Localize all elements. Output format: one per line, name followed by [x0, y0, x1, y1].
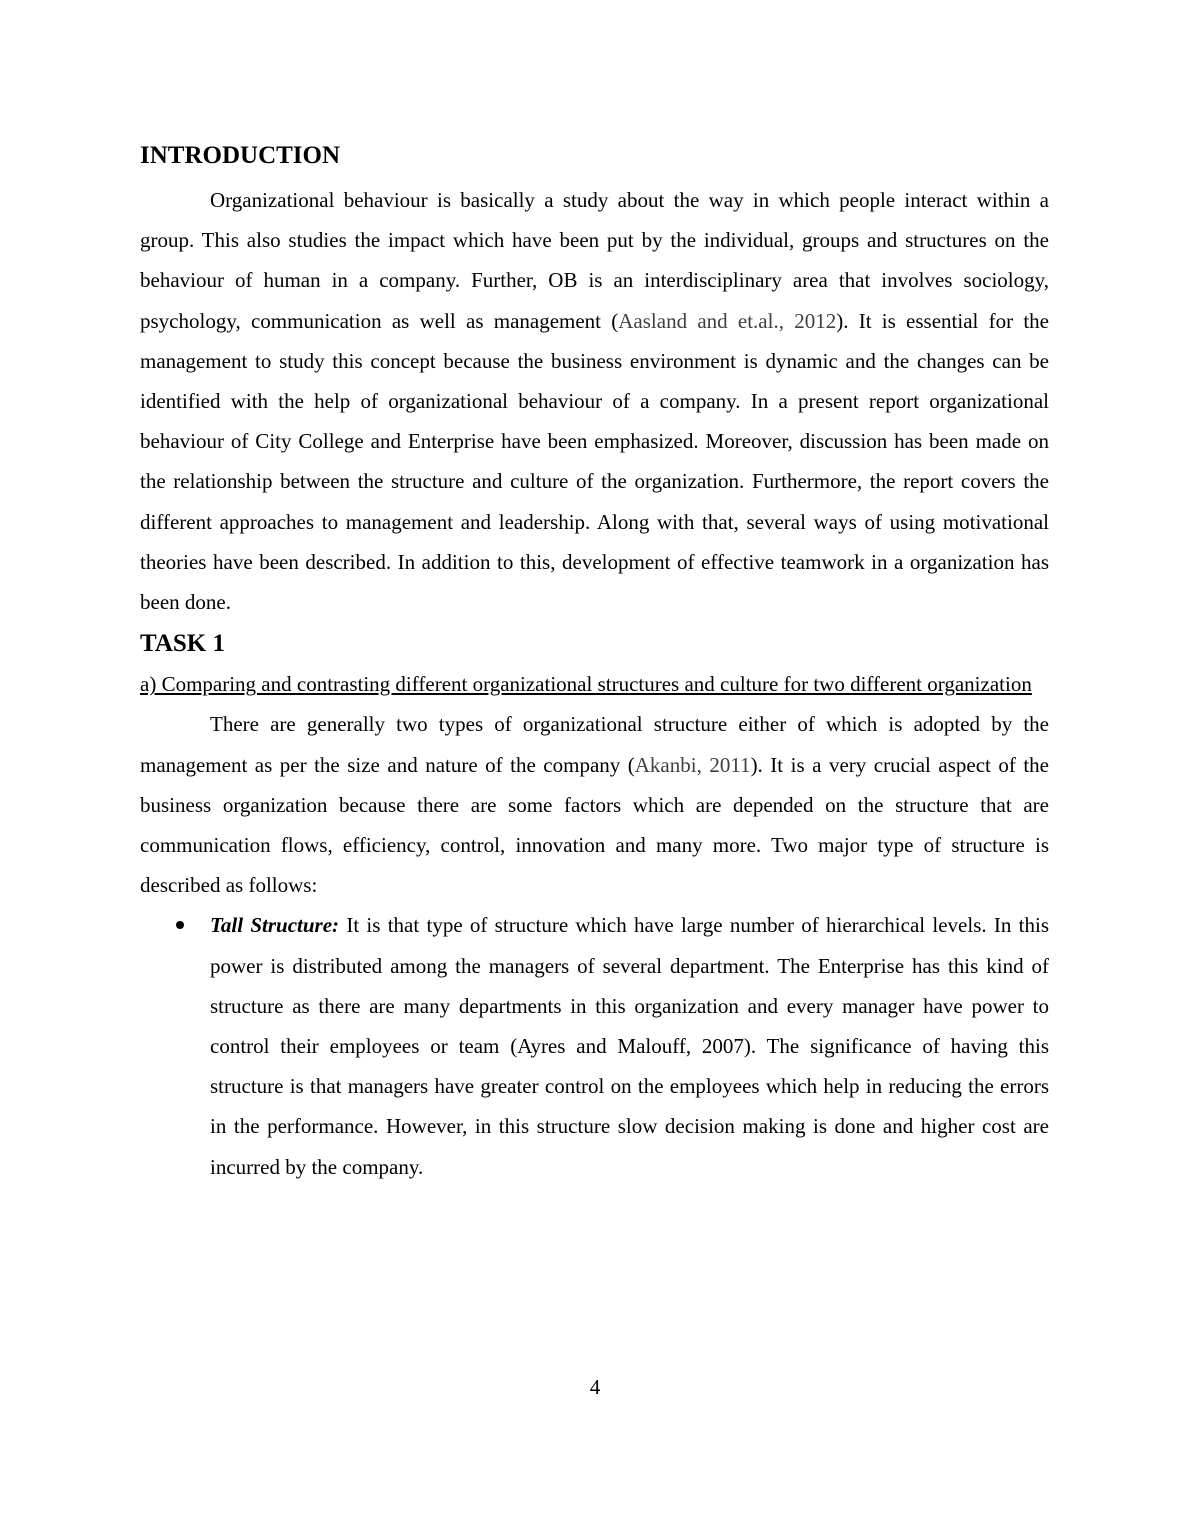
page-number: 4	[589, 1375, 601, 1399]
list-item-text: It is that type of structure which have large number of hierarchical levels. In this power is distributed among the managers of several department. The Enterprise has this kind of structure as there are many departments in this organization and every manager have power to control their employees or team (Ayres and Malouff, 2007). The significance of having this structure is that managers have greater control on the employees which help in reducing the errors in the performance. However, in this structure slow decision making is done and higher cost are incurred by the company.	[210, 913, 1050, 1179]
page-content	[140, 138, 1049, 1187]
citation-akanbi: Akanbi, 2011	[634, 752, 751, 777]
task1-text-part2: ). It is a very crucial aspect of the business organization because there are some factors which are depended on the structure that are communication flows, efficiency, control, innovation and many more. Two major type of structure is described as follows:	[140, 752, 1049, 898]
introduction-heading: INTRODUCTION	[140, 142, 341, 169]
introduction-paragraph	[140, 180, 1049, 622]
task1-subheading: a) Comparing and contrasting different organizational structures and culture for two different organization	[140, 672, 1032, 697]
task1-paragraph	[140, 704, 1049, 905]
task1-text-part1: There are generally two types of organizational structure either of which is adopted by the management as per the size and nature of the company (	[140, 712, 1049, 777]
task1-heading: TASK 1	[140, 630, 225, 658]
introduction-text-part1: Organizational behaviour is basically a study about the way in which people interact within a group. This also studies the impact which have been put by the individual, groups and structures on the behaviour of human in a company. Further, OB is an interdisciplinary area that involves sociology, psychology, communication as well as management (	[140, 188, 1049, 333]
bullet-icon	[176, 921, 184, 929]
citation-aasland: Aasland and et.al., 2012	[618, 308, 837, 333]
list-item-term: Tall Structure:	[210, 913, 340, 938]
list-item-tall-structure	[140, 905, 1049, 1186]
introduction-text-part2: ). It is essential for the management to study this concept because the business environment is dynamic and the changes can be identified with the help of organizational behaviour of a company. In a present report organizational behaviour of City College and Enterprise have been emphasized. Moreover, discussion has been made on the relationship between the structure and culture of the organization. Furthermore, the report covers the different approaches to management and leadership. Along with that, several ways of using motivational theories have been described. In addition to this, development of effective teamwork in a organization has been done.	[140, 308, 1049, 615]
structure-list	[140, 905, 1049, 1186]
